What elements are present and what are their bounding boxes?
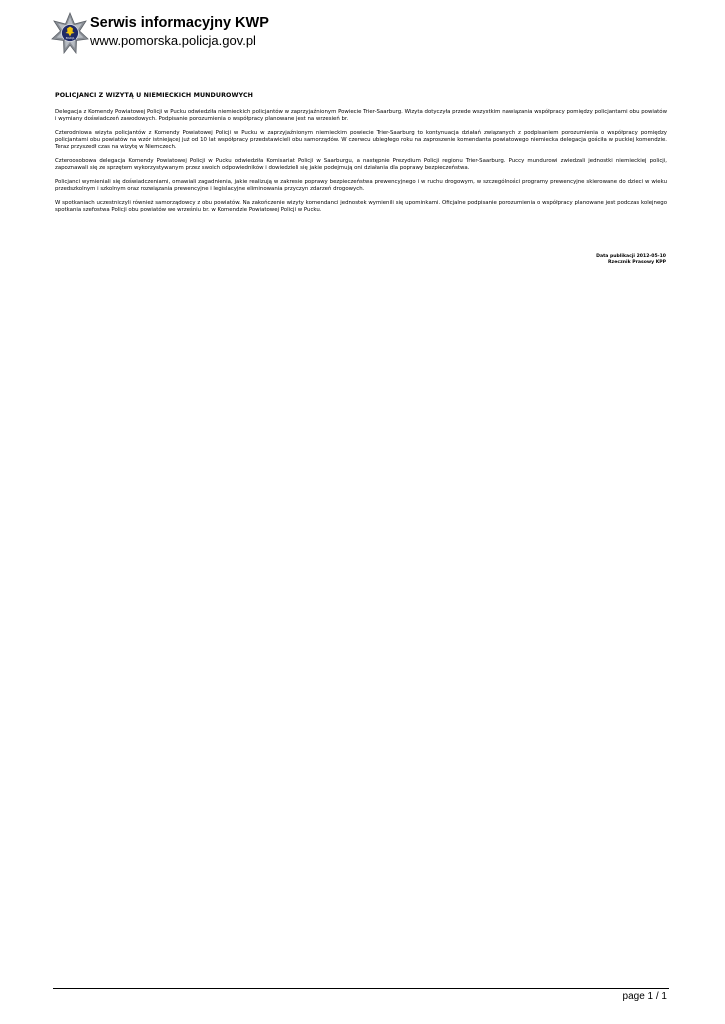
- footer-divider: [53, 988, 669, 989]
- article-paragraph: Czteroosobowa delegacja Komendy Powiatowej Policji w Pucku odwiedziła Komisariat Policji w Saarburgu, a następnie Prezydium Policji regionu Trier-Saarburg. Puccy mundurowi zwiedzali jednostki niemieckiej policji, zapoznawali się ze sprzętem wykorzystywanym przez swoich odpowiedników i dowiedzieli się jakie podejmują oni działania dla poprawy bezpieczeństwa.: [55, 158, 667, 172]
- article-author: Rzecznik Prasowy KPP: [608, 259, 666, 265]
- police-star-logo-icon: [50, 12, 90, 56]
- article-paragraph: Delegacja z Komendy Powiatowej Policji w Pucku odwiedziła niemieckich policjantów w zaprzyjaźnionym Powiecie Trier-Saarburg. Wizyta dotyczyła przede wszystkim nawiązania współpracy pomiędzy policjantami obu powiatów i wymiany doświadczeń zawodowych. Podpisanie porozumienia o współpracy planowane jest na wrzesień br.: [55, 109, 667, 123]
- article-paragraph: Policjanci wymieniali się doświadczeniami, omawiali zagadnienia, jakie realizują w zakresie poprawy bezpieczeństwa prewencyjnego i w ruchu drogowym, w szczególności programy prewencyjne skierowane do dzieci w wieku przedszkolnym i szkolnym oraz rozwiązania prewencyjne i legislacyjne eliminowania przyczyn zdarzeń drogowych.: [55, 178, 667, 193]
- publication-info: [596, 254, 666, 266]
- site-url[interactable]: www.pomorska.policja.gov.pl: [90, 33, 256, 48]
- article-paragraph: W spotkaniach uczestniczyli również samorządowcy z obu powiatów. Na zakończenie wizyty komendanci jednostek wymienili się upominkami. Oficjalne podpisanie porozumienia o współpracy planowane jest podczas kolejnego spotkania szefostwa Policji obu powiatów we wrześniu br. w Komendzie Powiatowej Policji w Pucku.: [55, 199, 667, 214]
- article: [55, 92, 667, 221]
- article-paragraph: Czterodniowa wizyta policjantów z Komendy Powiatowej Policji w Pucku w zaprzyjaźnionym niemieckim powiecie Trier-Saarburg to kontynuacja działań związanych z podpisaniem porozumienia o współpracy pomiędzy policjantami obu powiatów na wzór istniejącej już od 10 lat współpracy przedstawicieli obu samorządów. W czerwcu ubiegłego roku na zaproszenie komendanta powiatowego niemiecka delegacja gościła w puckiej komendzie. Teraz przyszedł czas na wizytę w Niemczech.: [55, 129, 667, 151]
- site-title: Serwis informacyjny KWP: [90, 15, 269, 31]
- logo-badge-text: POLICJA: [65, 37, 75, 41]
- article-title: POLICJANCI Z WIZYTĄ U NIEMIECKICH MUNDUROWYCH: [55, 92, 254, 99]
- page-number: page 1 / 1: [622, 991, 667, 1002]
- publication-date: Data publikacji 2012-05-10: [596, 254, 666, 259]
- site-header: [50, 12, 450, 56]
